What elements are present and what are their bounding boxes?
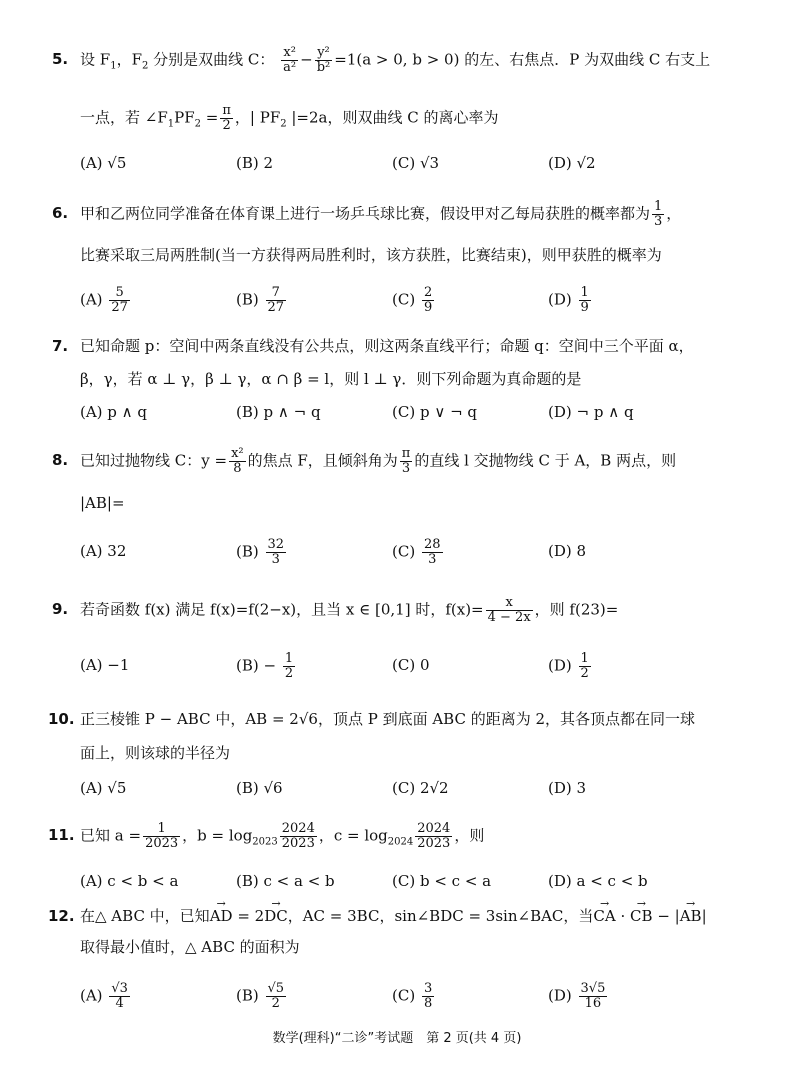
q6-line2: 比赛采取三局两胜制(当一方获得两局胜利时，该方获胜，比赛结束)，则甲获胜的概率为 xyxy=(80,246,662,264)
q11-fraction-b: $\frac{2024}{2023}$ xyxy=(281,821,315,851)
q5-text: 设 F xyxy=(80,50,111,69)
q8-option-a: (A) 32 xyxy=(80,542,127,560)
q10-option-a: (A) √5 xyxy=(80,779,127,797)
q9-text: 若奇函数 f(x) 满足 f(x)=f(2−x)，且当 x ∈ [0,1] 时，f(x)= xyxy=(80,600,484,619)
q12-text: = 2 xyxy=(232,907,265,925)
q12-dot: · xyxy=(615,907,631,925)
q11-text: ，则 xyxy=(454,826,485,845)
q11-number: 11. xyxy=(48,826,75,844)
q10-line2: 面上，则该球的半径为 xyxy=(80,744,231,762)
q5-option-c: (C) √3 xyxy=(392,154,440,172)
q10-option-b: (B) √6 xyxy=(236,779,283,797)
q5-line1: 设 $F_1$，$F_2$ 分别是双曲线 C： $\frac{\text{x²}}{\text{a²}}$ − $\frac{\text{y²}}{\text{b²}}$ =1(a > 0, b > 0) 的左、右焦点．P 为双曲线 C 右支上 xyxy=(80,45,711,75)
q9-option-d: (D) $\frac{1}{2}$ xyxy=(548,651,589,681)
q5-fraction-angle: $\frac{\pi}{2}$ xyxy=(222,103,231,133)
q6-option-a: (A) $\frac{5}{27}$ xyxy=(80,285,128,315)
q5-text: 一点，若 ∠F xyxy=(80,108,168,127)
q8-option-c: (C) $\frac{28}{3}$ xyxy=(392,537,441,567)
q6-comma: ， xyxy=(666,204,682,223)
q11-text: ，c = log xyxy=(318,826,388,845)
q12-vector-ab: → AB xyxy=(680,903,702,929)
q12-line1 xyxy=(80,903,754,929)
q6-option-c: (C) $\frac{2}{9}$ xyxy=(392,285,433,315)
q6-option-b: (B) $\frac{7}{27}$ xyxy=(236,285,285,315)
q5-text: = xyxy=(201,108,219,127)
q7-line1: 已知命题 p：空间中两条直线没有公共点，则这两条直线平行；命题 q：空间中三个平面 α， xyxy=(80,337,694,355)
q11-line1 xyxy=(80,822,754,856)
q9-option-c: (C) 0 xyxy=(392,656,430,674)
q12-option-a: (A) $\frac{√3}{4}$ xyxy=(80,981,128,1011)
q8-line1 xyxy=(80,447,754,476)
q12-vector-dc: → DC xyxy=(264,903,288,929)
q11-option-c: (C) b < c < a xyxy=(392,872,492,890)
q12-text: 在△ ABC 中，已知 xyxy=(80,907,210,925)
q11-option-b: (B) c < a < b xyxy=(236,872,335,890)
q5-option-b: (B) 2 xyxy=(236,154,274,172)
q5-number: 5. xyxy=(52,50,69,68)
q10-line1: 正三棱锥 P − ABC 中，AB = 2√6，顶点 P 到底面 ABC 的距离为 2，其各顶点都在同一球 xyxy=(80,710,696,728)
q8-option-d: (D) 8 xyxy=(548,542,587,560)
q5-line2: 一点，若 $\angle F_1PF_2$ = $\frac{\pi}{2}$ ，| $PF_2$ |=2a，则双曲线 C 的离心率为 xyxy=(80,103,499,133)
q6-option-d: (D) $\frac{1}{9}$ xyxy=(548,285,589,315)
q12-number: 12. xyxy=(48,907,75,925)
q8-fraction-angle: $\frac{\pi}{3}$ xyxy=(401,446,411,476)
q11-option-a: (A) c < b < a xyxy=(80,872,179,890)
q7-line2: β，γ，若 α ⊥ γ，β ⊥ γ，α ∩ β = l，则 l ⊥ γ．则下列命题为真命题的是 xyxy=(80,370,582,388)
q5-text: |=2a，则双曲线 C 的离心率为 xyxy=(286,108,499,127)
q12-bar: | xyxy=(701,907,707,925)
page-footer: 数学(理科)“二诊”考试题 第 2 页(共 4 页) xyxy=(272,1031,522,1046)
q5-option-d: (D) √2 xyxy=(548,154,596,172)
q8-option-b: (B) $\frac{32}{3}$ xyxy=(236,537,285,567)
q12-option-d: (D) $\frac{3√5}{16}$ xyxy=(548,981,606,1011)
q5-text: ，F xyxy=(116,50,142,69)
q11-option-d: (D) a < c < b xyxy=(548,872,648,890)
q9-option-a: (A) −1 xyxy=(80,656,130,674)
q11-log-base: 2023 xyxy=(252,836,278,848)
q12-minus: − | xyxy=(652,907,680,925)
q11-fraction-c: $\frac{2024}{2023}$ xyxy=(417,821,451,851)
q5-text: =1(a > 0, b > 0) 的左、右焦点．P 为双曲线 C 右支上 xyxy=(334,50,711,69)
q12-vector-ca: → CA xyxy=(593,903,615,929)
q5-minus: − xyxy=(300,50,313,69)
q6-number: 6. xyxy=(52,204,69,222)
q8-text: 的直线 l 交抛物线 C 于 A，B 两点，则 xyxy=(414,451,677,470)
q5-text: PF xyxy=(174,108,195,127)
q9-option-b: (B) − $\frac{1}{2}$ xyxy=(236,651,294,681)
q10-number: 10. xyxy=(48,710,75,728)
q11-log-base: 2024 xyxy=(387,836,414,848)
q12-option-b: (B) $\frac{√5}{2}$ xyxy=(236,981,285,1011)
q7-number: 7. xyxy=(52,337,69,355)
q11-text: 已知 a = xyxy=(80,826,142,845)
q10-option-c: (C) 2√2 xyxy=(392,779,449,797)
q5-option-a: (A) √5 xyxy=(80,154,127,172)
q8-fraction-parabola: $\frac{\text{x²}}{8}$ xyxy=(231,446,244,476)
q8-line2: |AB|= xyxy=(80,494,125,512)
q5-text: 分别是双曲线 C： xyxy=(148,50,275,69)
q12-vector-ad: → AD xyxy=(210,903,233,929)
q9-number: 9. xyxy=(52,600,69,618)
q12-vector-cb: → CB xyxy=(630,903,653,929)
q9-fraction: $\frac{x}{4 - 2x}$ xyxy=(487,595,531,625)
q6-fraction: $\frac{1}{3}$ xyxy=(654,199,663,229)
q12-option-c: (C) $\frac{3}{8}$ xyxy=(392,981,433,1011)
q9-text: ，则 f(23)= xyxy=(534,600,619,619)
q8-text: 的焦点 F，且倾斜角为 xyxy=(247,451,398,470)
q6-text: 甲和乙两位同学准备在体育课上进行一场乒乓球比赛，假设甲对乙每局获胜的概率都为 xyxy=(80,204,651,223)
q8-text: 已知过抛物线 C：y = xyxy=(80,451,228,470)
q9-line1 xyxy=(80,596,754,625)
q11-fraction-a: $\frac{1}{2023}$ xyxy=(145,821,179,851)
q5-fraction-y: $\frac{\text{y²}}{\text{b²}}$ xyxy=(316,45,331,75)
q7-option-c: (C) p ∨ ¬ q xyxy=(392,403,478,421)
q11-text: ，b = log xyxy=(182,826,253,845)
q6-line1 xyxy=(80,200,754,229)
q10-option-d: (D) 3 xyxy=(548,779,587,797)
q5-text: ，| PF xyxy=(234,108,281,127)
q8-number: 8. xyxy=(52,451,69,469)
q12-text: ，AC = 3BC，sin∠BDC = 3sin∠BAC，当 xyxy=(287,907,594,925)
q7-option-b: (B) p ∧ ¬ q xyxy=(236,403,321,421)
q7-option-a: (A) p ∧ q xyxy=(80,403,148,421)
q7-option-d: (D) ¬ p ∧ q xyxy=(548,403,634,421)
q12-line2: 取得最小值时，△ ABC 的面积为 xyxy=(80,938,300,956)
q5-fraction-x: $\frac{\text{x²}}{\text{a²}}$ xyxy=(283,45,297,75)
